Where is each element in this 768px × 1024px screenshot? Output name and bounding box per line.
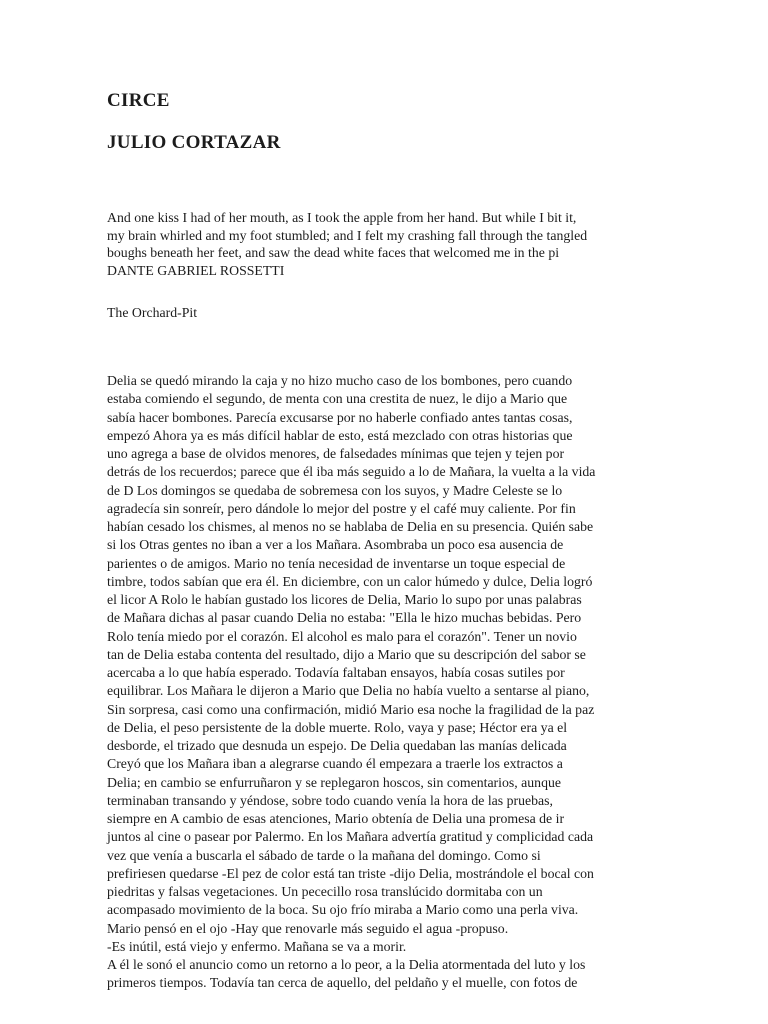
body-text-line: A él le sonó el anuncio como un retorno a lo peor, a la Delia atormentada del luto y los (107, 957, 586, 972)
body-text-line: Rolo tenía miedo por el corazón. El alcohol es malo para el corazón". Tener un novio (107, 628, 577, 644)
body-text-line: parientes o de amigos. Mario no tenía necesidad de inventarse un toque especial de (107, 555, 566, 571)
body-text-line: uno agrega a base de olvidos menores, de falsedades mínimas que tejen y tejen por (107, 446, 565, 461)
body-text-line: Delia se quedó mirando la caja y no hizo mucho caso de los bombones, pero cuando (107, 373, 573, 388)
epigraph-source: The Orchard-Pit (107, 305, 198, 320)
story-body (107, 372, 595, 993)
body-text-line: sabía hacer bombones. Parecía excusarse por no haberle confiado antes tantas cosas, (107, 409, 573, 425)
body-text-line: detrás de los recuerdos; parece que él iba más seguido a lo de Mañara, la vuelta a la vida (107, 464, 596, 480)
body-text-line: terminaban transando y yéndose, sobre todo cuando venía la hora de las pruebas, (107, 792, 553, 808)
body-text-line: habían cesado los chismes, al menos no se hablaba de Delia en su presencia. Quién sabe (107, 519, 594, 534)
document-author: JULIO CORTAZAR (107, 132, 281, 153)
body-text-line: estaba comiendo el segundo, de menta con una crestita de nuez, le dijo a Mario que (107, 391, 568, 407)
body-text-line: primeros tiempos. Todavía tan cerca de aquello, del peldaño y el muelle, con fotos de (107, 975, 578, 991)
body-text-line: si los Otras gentes no iban a ver a los Mañara. Asombraba un poco esa ausencia de (107, 537, 564, 553)
body-text-line: empezó Ahora ya es más difícil hablar de esto, está mezclado con otras historias que (107, 427, 573, 443)
body-text-line: Sin sorpresa, casi como una confirmación, midió Mario esa noche la fragilidad de la paz (107, 701, 595, 717)
body-text-line: equilibrar. Los Mañara le dijeron a Mario que Delia no había vuelto a sentarse al piano, (107, 683, 590, 699)
body-text-line: tan de Delia estaba contenta del resultado, dijo a Mario que su descripción del sabor se (107, 646, 586, 662)
epigraph (107, 209, 587, 279)
body-text-line: timbre, todos sabían que era él. En diciembre, con un calor húmedo y dulce, Delia logró (107, 573, 593, 589)
epigraph-line: DANTE GABRIEL ROSSETTI (107, 262, 285, 278)
body-text-line: desborde, el trizado que desnuda un espejo. De Delia quedaban las manías delicada (107, 738, 567, 753)
body-text-line: Mario pensó en el ojo -Hay que renovarle más seguido el agua -propuso. (107, 920, 509, 936)
body-text-line: acercaba a lo que había esperado. Todavía faltaban ensayos, había cosas sutiles por (107, 665, 565, 680)
body-text-line: Creyó que los Mañara iban a alegrarse cuando él empezara a traerle los extractos a (107, 756, 563, 772)
body-text-line: prefiriesen quedarse -El pez de color está tan triste -dijo Delia, mostrándole el bocal con (107, 865, 594, 881)
body-text-line: -Es inútil, está viejo y enfermo. Mañana se va a morir. (107, 938, 407, 954)
body-text-line: Delia; en cambio se enfurruñaron y se replegaron hoscos, sin comentarios, aunque (107, 774, 561, 790)
body-text-line: de D Los domingos se quedaba de sobremesa con los suyos, y Madre Celeste se lo (107, 482, 563, 498)
body-text-line: vez que venía a buscarla el sábado de tarde o la mañana del domingo. Como si (107, 847, 541, 863)
body-text-line: acompasado movimiento de la boca. Su ojo frío miraba a Mario como una perla viva. (107, 902, 579, 918)
body-text-line: de Delia, el peso persistente de la doble muerte. Rolo, vaya y pase; Héctor era ya el (107, 719, 568, 735)
epigraph-line: boughs beneath her feet, and saw the dead white faces that welcomed me in the pi (107, 245, 560, 260)
body-text-line: agradecía sin sonreír, pero dándole lo mejor del postre y el café muy caliente. Por fin (107, 500, 576, 516)
document-title: CIRCE (107, 90, 170, 111)
epigraph-line: And one kiss I had of her mouth, as I took the apple from her hand. But while I bit it, (107, 210, 577, 225)
body-text-line: piedritas y falsas vegetaciones. Un pececillo rosa translúcido dormitaba con un (107, 884, 543, 899)
body-text-line: juntos al cine o pasear por Palermo. En los Mañara advertía gratitud y complicidad cada (107, 829, 594, 845)
body-text-line: el licor A Rolo le habían gustado los licores de Delia, Mario lo supo por unas palabras (107, 592, 582, 607)
body-text-line: siempre en A cambio de esas atenciones, Mario obtenía de Delia una promesa de ir (107, 811, 565, 826)
body-text-line: de Mañara dichas al pasar cuando Delia no estaba: "Ella le hizo muchas bebidas. Pero (107, 610, 582, 626)
epigraph-line: my brain whirled and my foot stumbled; and I felt my crashing fall through the tangled (107, 227, 588, 243)
